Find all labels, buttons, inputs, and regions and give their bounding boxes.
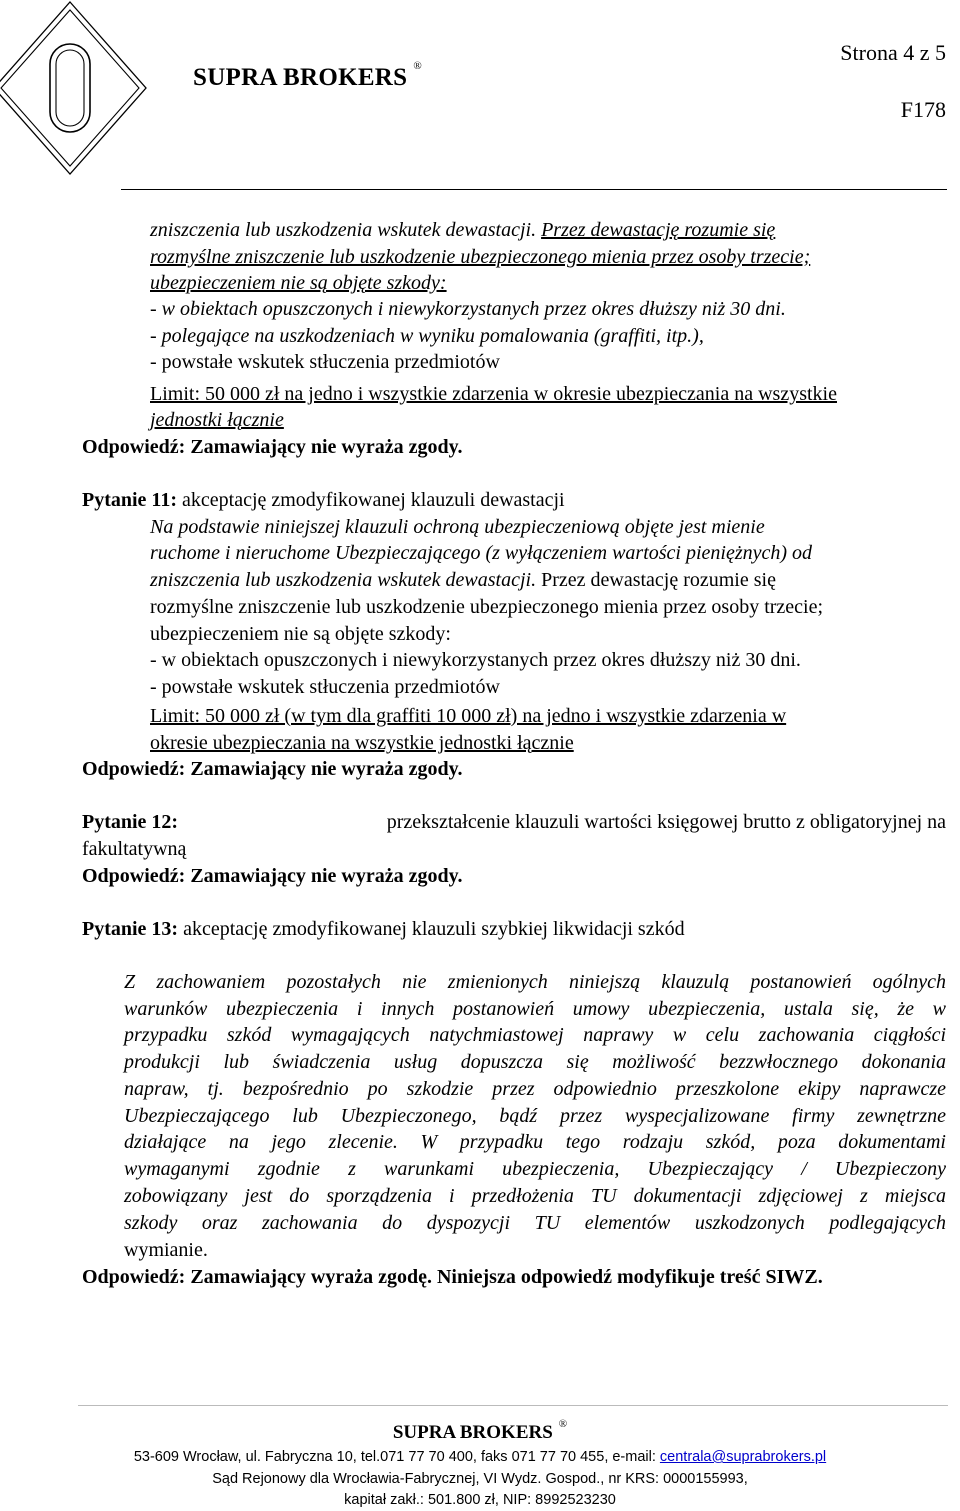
answer: Odpowiedź: Zamawiający nie wyraża zgody. bbox=[82, 436, 463, 458]
text-line: produkcji lub świadczenia usług dopuszcza się możliwość bezzwłocznego dokonania bbox=[124, 1051, 946, 1073]
registered-mark: ® bbox=[558, 1418, 568, 1430]
text-line: - powstałe wskutek stłuczenia przedmiotów bbox=[150, 676, 500, 698]
limit-line: okresie ubezpieczania na wszystkie jednostki łącznie bbox=[150, 732, 574, 754]
limit-line: Limit: 50 000 zł (w tym dla graffiti 10 000 zł) na jedno i wszystkie zdarzenia w bbox=[150, 705, 787, 727]
footer-capital: kapitał zakł.: 501.800 zł, NIP: 8992523230 bbox=[344, 1492, 616, 1508]
footer-email-link[interactable]: centrala@suprabrokers.pl bbox=[659, 1449, 827, 1465]
footer-brand: SUPRA BROKERS ® bbox=[392, 1418, 568, 1443]
footer-address: 53-609 Wrocław, ul. Fabryczna 10, tel.071 77 70 400, faks 071 77 70 455, e-mail: centrala@suprabrokers.pl bbox=[133, 1449, 827, 1465]
text-line: warunków ubezpieczenia i innych postanowień umowy ubezpieczenia, ustala się, że w bbox=[124, 998, 946, 1020]
footer-court: Sąd Rejonowy dla Wrocławia-Fabrycznej, VI Wydz. Gospod., nr KRS: 0000155993, bbox=[212, 1471, 748, 1487]
header-divider bbox=[121, 189, 947, 190]
answer: Odpowiedź: Zamawiający nie wyraża zgody. bbox=[82, 865, 463, 887]
header-brand: SUPRA BROKERS ® bbox=[193, 60, 423, 91]
question-12-title: Pytanie 12: przekształcenie klauzuli wartości księgowej brutto z obligatoryjnej na bbox=[82, 811, 946, 833]
text-line: zniszczenia lub uszkodzenia wskutek dewastacji. Przez dewastację rozumie się bbox=[150, 219, 776, 241]
text-line: napraw, tj. bezpośrednio po szkodzie przez odpowiednio przeszkolone ekipy naprawcze bbox=[124, 1078, 946, 1100]
footer-divider bbox=[78, 1405, 948, 1406]
text-line: fakultatywną bbox=[82, 838, 187, 860]
text-line: - w obiektach opuszczonych i niewykorzystanych przez okres dłuższy niż 30 dni. bbox=[150, 298, 786, 320]
limit-line: Limit: 50 000 zł na jedno i wszystkie zdarzenia w okresie ubezpieczania na wszystkie bbox=[150, 383, 837, 405]
text-line: zniszczenia lub uszkodzenia wskutek dewastacji. Przez dewastację rozumie się bbox=[150, 569, 776, 591]
text-line: - w obiektach opuszczonych i niewykorzystanych przez okres dłuższy niż 30 dni. bbox=[150, 649, 801, 671]
answer: Odpowiedź: Zamawiający nie wyraża zgody. bbox=[82, 758, 463, 780]
text-line: Na podstawie niniejszej klauzuli ochroną ubezpieczeniową objęte jest mienie bbox=[150, 516, 765, 538]
answer: Odpowiedź: Zamawiający wyraża zgodę. Niniejsza odpowiedź modyfikuje treść SIWZ. bbox=[82, 1266, 823, 1288]
text-line: rozmyślne zniszczenie lub uszkodzenie ubezpieczonego mienia przez osoby trzecie; bbox=[150, 246, 811, 268]
text-line: Z zachowaniem pozostałych nie zmienionych niniejszą klauzulą postanowień ogólnych bbox=[124, 971, 946, 993]
text-line: rozmyślne zniszczenie lub uszkodzenie ubezpieczonego mienia przez osoby trzecie; bbox=[150, 596, 824, 618]
text-line: Ubezpieczającego lub Ubezpieczonego, bądź przez wyspecjalizowane firmy zewnętrzne bbox=[124, 1105, 946, 1127]
question-13-title: Pytanie 13: akceptację zmodyfikowanej klauzuli szybkiej likwidacji szkód bbox=[82, 918, 685, 940]
text-line: wymianie. bbox=[124, 1239, 208, 1261]
text-line: ubezpieczeniem nie są objęte szkody: bbox=[150, 272, 447, 294]
text-line: - powstałe wskutek stłuczenia przedmiotów bbox=[150, 351, 500, 373]
text-line: ruchome i nieruchome Ubezpieczającego (z wyłączeniem wartości pieniężnych) od bbox=[150, 542, 813, 564]
registered-mark: ® bbox=[413, 60, 423, 72]
form-code: F178 bbox=[900, 97, 946, 122]
question-11-title: Pytanie 11: akceptację zmodyfikowanej klauzuli dewastacji bbox=[82, 489, 565, 511]
company-logo bbox=[0, 0, 150, 175]
text-line: ubezpieczeniem nie są objęte szkody: bbox=[150, 623, 451, 645]
text-line: przypadku szkód wymagających natychmiastowej naprawy w celu zachowania ciągłości bbox=[124, 1024, 946, 1046]
text-line: szkody oraz zachowania do dyspozycji TU elementów uszkodzonych podlegających bbox=[124, 1212, 946, 1234]
limit-line: jednostki łącznie bbox=[150, 409, 284, 431]
text-line: wymaganymi zgodnie z warunkami ubezpieczenia, Ubezpieczający / Ubezpieczony bbox=[124, 1158, 946, 1180]
text-line: działające na jego zlecenie. W przypadku tego rodzaju szkód, poza dokumentami bbox=[124, 1131, 946, 1153]
page-number: Strona 4 z 5 bbox=[840, 40, 946, 65]
text-line: zobowiązany jest do sporządzenia i przedłożenia TU dokumentacji zdjęciowej z miejsca bbox=[124, 1185, 946, 1207]
text-line: - polegające na uszkodzeniach w wyniku pomalowania (graffiti, itp.), bbox=[150, 325, 704, 347]
